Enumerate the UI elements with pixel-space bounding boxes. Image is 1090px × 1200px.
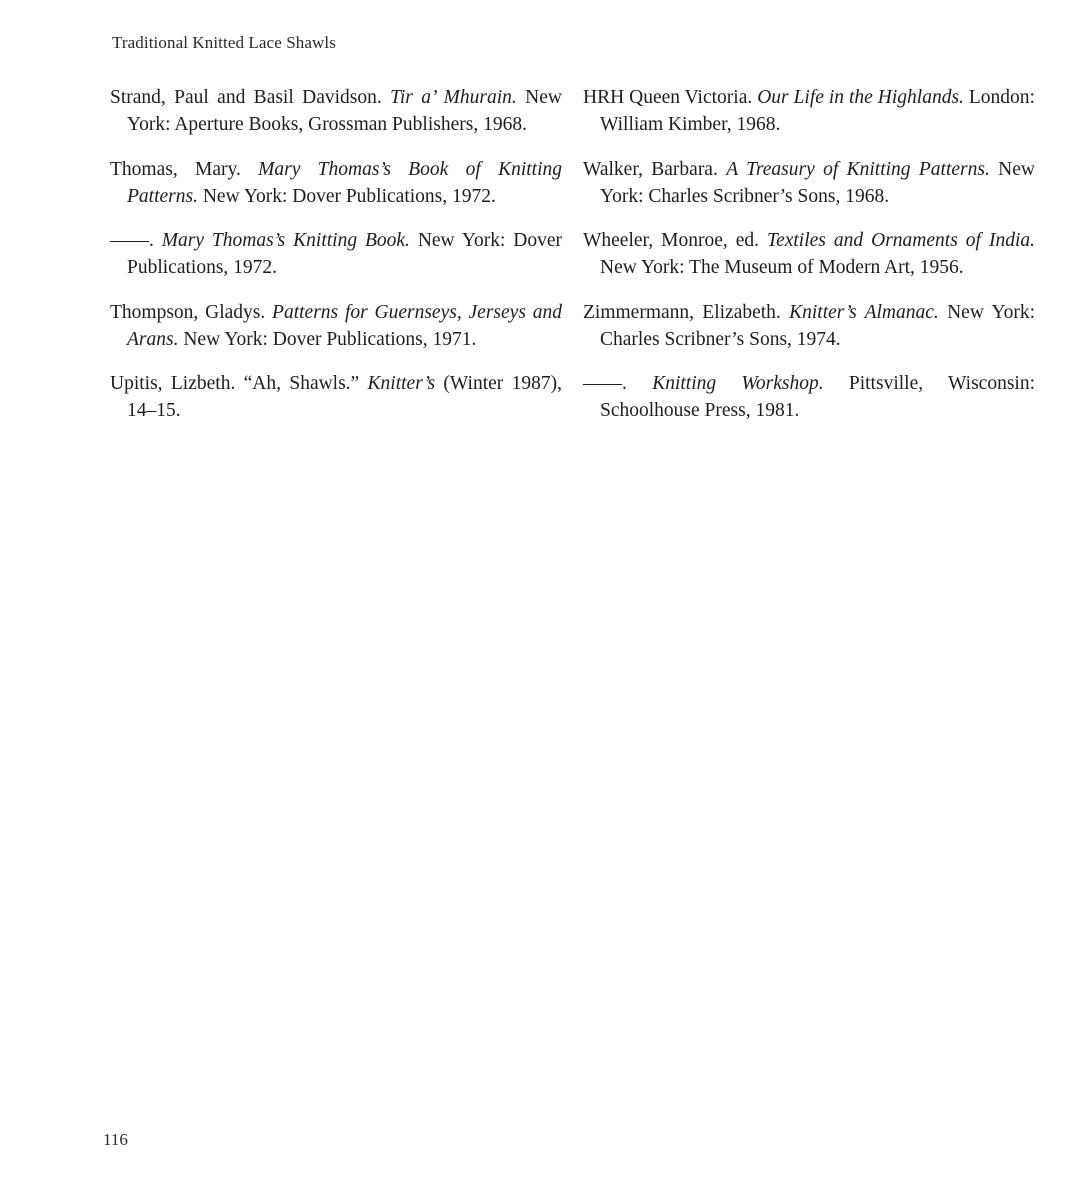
entry-title: Mary Thomas’s Book of Knitting Patterns. xyxy=(127,158,563,207)
entry-title: Knitter’s Almanac. xyxy=(789,301,939,323)
entry-author: Zimmermann, Elizabeth. xyxy=(583,301,790,323)
entry-title: A Treasury of Knitting Patterns. xyxy=(726,158,990,180)
entry-author: Wheeler, Monroe, ed. xyxy=(583,230,768,251)
bibliography-entry-zimmermann-almanac xyxy=(583,299,1035,353)
entry-publication: Pittsville, Wisconsin: Schoolhouse Press, 1981. xyxy=(600,373,1036,421)
entry-title: Knitting Workshop. xyxy=(652,373,824,394)
bibliography-entry-upitis xyxy=(110,370,562,424)
entry-title: Tir a’ Mhurain. xyxy=(390,87,517,108)
bibliography-entry-thompson xyxy=(110,299,562,353)
bibliography-entry-queen-victoria xyxy=(583,84,1035,138)
entry-publication: London: William Kimber, 1968. xyxy=(600,87,1035,135)
entry-publication: New York: Dover Publications, 1971. xyxy=(178,328,477,350)
entry-title: Patterns for Guernseys, Jerseys and Arans. xyxy=(127,301,562,350)
entry-author: Walker, Barbara. xyxy=(583,158,727,180)
entry-author: ——. xyxy=(583,373,653,394)
entry-publication: New York: The Museum of Modern Art, 1956. xyxy=(600,257,964,278)
entry-title: Textiles and Ornaments of India. xyxy=(767,230,1035,251)
entry-publication: (Winter 1987), 14–15. xyxy=(127,373,562,421)
bibliography-entry-zimmermann-workshop xyxy=(583,370,1035,424)
entry-author: HRH Queen Victoria. xyxy=(583,87,758,108)
entry-publication: New York: Dover Publications, 1972. xyxy=(197,185,496,207)
entry-author: Strand, Paul and Basil Davidson. xyxy=(110,87,391,108)
bibliography-left-column xyxy=(110,84,562,442)
entry-author: Thompson, Gladys. xyxy=(110,301,273,323)
page-number: 116 xyxy=(103,1130,128,1149)
entry-author: Thomas, Mary. xyxy=(110,158,259,180)
bibliography-entry-thomas-knitting-book xyxy=(110,227,562,281)
bibliography-entry-walker xyxy=(583,156,1035,210)
entry-publication: New York: Aperture Books, Grossman Publishers, 1968. xyxy=(127,87,562,135)
entry-author: ——. xyxy=(110,230,162,251)
entry-publication: New York: Charles Scribner’s Sons, 1968. xyxy=(600,158,1035,207)
running-head-title: Traditional Knitted Lace Shawls xyxy=(112,33,336,52)
bibliography-entry-thomas-patterns xyxy=(110,156,562,210)
entry-publication: New York: Charles Scribner’s Sons, 1974. xyxy=(600,301,1036,350)
entry-title: Mary Thomas’s Knitting Book. xyxy=(161,230,410,251)
bibliography-entry-wheeler xyxy=(583,227,1035,281)
entry-title: Our Life in the Highlands. xyxy=(757,87,964,108)
entry-author: Upitis, Lizbeth. “Ah, Shawls.” xyxy=(110,373,368,394)
bibliography-right-column xyxy=(583,84,1035,442)
entry-title: Knitter’s xyxy=(367,373,436,394)
bibliography-entry-strand xyxy=(110,84,562,138)
entry-publication: New York: Dover Publications, 1972. xyxy=(127,230,562,278)
